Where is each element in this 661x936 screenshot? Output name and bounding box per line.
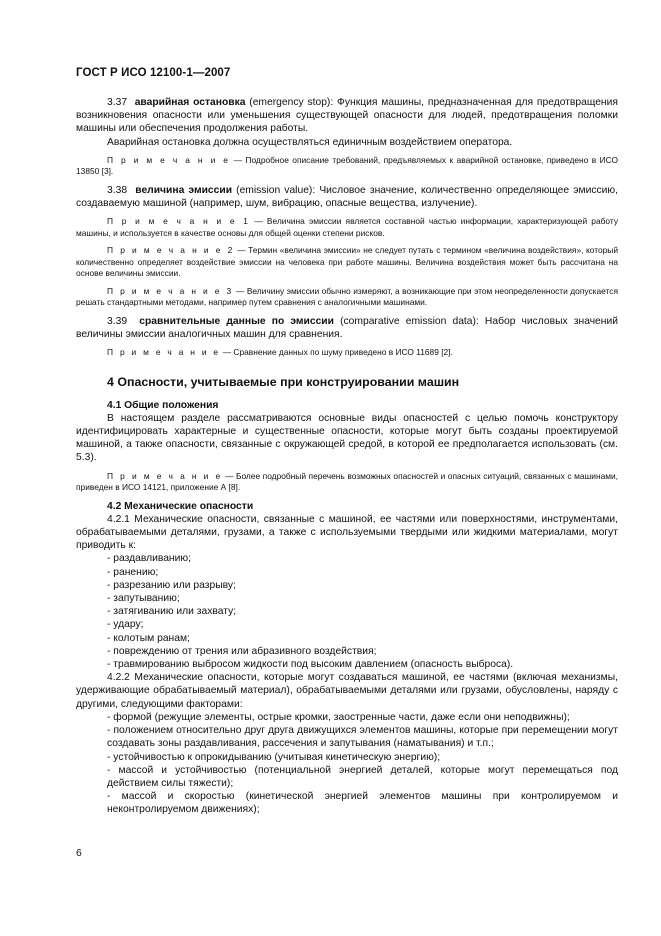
subsection-heading: 4.1 Общие положения <box>107 399 219 411</box>
list-item: - удару; <box>107 619 144 631</box>
term: аварийная остановка <box>134 97 246 108</box>
definition-text: (comparative emission data): Набор числовых значений величины эмиссии аналогичных машин для сравнения. <box>76 315 618 340</box>
definition-3-38 <box>76 184 618 210</box>
note-label: П р и м е ч а н и е <box>107 154 231 165</box>
definition-3-37 <box>76 96 618 136</box>
section-heading: 4 Опасности, учитываемые при конструировании машин <box>107 374 460 389</box>
document-header: ГОСТ Р ИСО 12100-1—2007 <box>76 67 231 79</box>
page-number: 6 <box>76 848 82 859</box>
list-item: - разрезанию или разрыву; <box>107 579 236 591</box>
list-item: - травмированию выбросом жидкости под высоким давлением (опасность выброса). <box>107 659 514 671</box>
note <box>76 286 618 309</box>
clause-number: 3.39 <box>107 315 128 327</box>
note-label: П р и м е ч а н и е 1 <box>107 216 251 227</box>
note <box>76 471 618 494</box>
list-item: - устойчивостью к опрокидыванию (учитывая кинетическую энергию); <box>107 751 441 763</box>
note-text: — Подробное описание требований, предъявляемых к аварийной остановке, приведено в ИСО 13850 [3]. <box>76 154 618 177</box>
note <box>76 155 618 178</box>
note-label: П р и м е ч а н и е <box>107 470 223 481</box>
subsection-heading: 4.2 Механические опасности <box>107 500 254 512</box>
definition-text: (emission value): Числовое значение, количественно определяющее эмиссию, создаваемую машиной (например, шум, вибрацию, опасные вещества, излучение). <box>76 184 618 210</box>
note-text: — Сравнение данных по шуму приведено в ИСО 11689 [2]. <box>222 347 453 358</box>
list-item: - колотым ранам; <box>107 632 190 644</box>
definition-3-39 <box>76 315 618 341</box>
clause-number: 3.37 <box>107 97 128 108</box>
paragraph: 4.2.1 Механические опасности, связанные с машиной, ее частями или поверхностями, инструментами, обрабатываемыми деталями, грузами, а также с используемыми твердыми или жидкими материалами, могут приводить к: <box>76 513 618 552</box>
hazard-list <box>76 552 618 671</box>
list-item: - массой и скоростью (кинетической энергией элементов машины при контролируемом и неконтролируемом движениях); <box>107 791 618 816</box>
term: сравнительные данные по эмиссии <box>139 315 334 327</box>
note-label: П р и м е ч а н и е 3 <box>107 285 234 296</box>
list-item: - повреждению от трения или абразивного воздействия; <box>107 645 377 657</box>
factor-list <box>76 711 618 817</box>
paragraph: Аварийная остановка должна осуществляться единичным воздействием оператора. <box>107 136 513 148</box>
list-item: - формой (режущие элементы, острые кромки, заостренные части, даже если они неподвижны); <box>107 711 570 723</box>
note <box>76 347 618 359</box>
list-item: - положением относительно друг друга движущихся элементов машины, которые при перемещении могут создавать зоны раздавливания, рассечения и запутывания (наматывания) и т.п.; <box>107 725 618 750</box>
definition-text: (emergency stop): Функция машины, предназначенная для предотвращения возникновения опасности или уменьшения существующей опасности для людей, предотвращения поломки машины или обеспечения продолжения работы. <box>76 97 618 135</box>
list-item: - ранению; <box>107 566 159 578</box>
paragraph: В настоящем разделе рассматриваются основные виды опасностей с целью помочь конструктору идентифицировать характерные и существенные опасности, которые могут быть созданы проектируемой машиной, а также опасности, связанные с окружающей средой, в которой ее предполагается использовать (см. 5.3). <box>76 412 618 464</box>
paragraph: 4.2.2 Механические опасности, которые могут создаваться машиной, ее частями (включая механизмы, удерживающие обрабатываемый материал), обрабатываемыми деталями или грузами, обусловлены, наряду с другими, следующими факторами: <box>76 672 618 710</box>
note <box>76 245 618 280</box>
list-item: - раздавливанию; <box>107 553 191 565</box>
page-body <box>76 96 618 817</box>
list-item: - массой и устойчивостью (потенциальной энергией деталей, которые могут перемещаться под действием силы тяжести); <box>107 764 618 789</box>
note-label: П р и м е ч а н и е 2 <box>107 245 235 256</box>
note-text: — Величину эмиссии обычно измеряют, а возникающие при этом неопределенности допускается решать стандартными методами, например путем сравнения с аналогичными машинами. <box>76 285 619 308</box>
list-item: - затягиванию или захвату; <box>107 606 237 618</box>
note-label: П р и м е ч а н и е <box>107 347 221 358</box>
note-text: — Термин «величина эмиссии» не следует путать с термином «величина воздействия», который количественно определяет воздействие эмиссии на человека при работе машины. Величина воздействия может быть рассчитана на основе величины эмиссии. <box>76 245 619 279</box>
list-item: - запутыванию; <box>107 593 180 605</box>
note-text: — Более подробный перечень возможных опасностей и опасных ситуаций, связанных с машинами, приведен в ИСО 14121, приложение А [8]. <box>76 470 618 493</box>
note-text: — Величина эмиссии является составной частью информации, характеризующей работу машины, и используется в качестве основы для общей оценки степени рисков. <box>76 216 619 238</box>
clause-number: 3.38 <box>107 184 128 196</box>
note <box>76 216 618 239</box>
term: величина эмиссии <box>135 184 233 196</box>
